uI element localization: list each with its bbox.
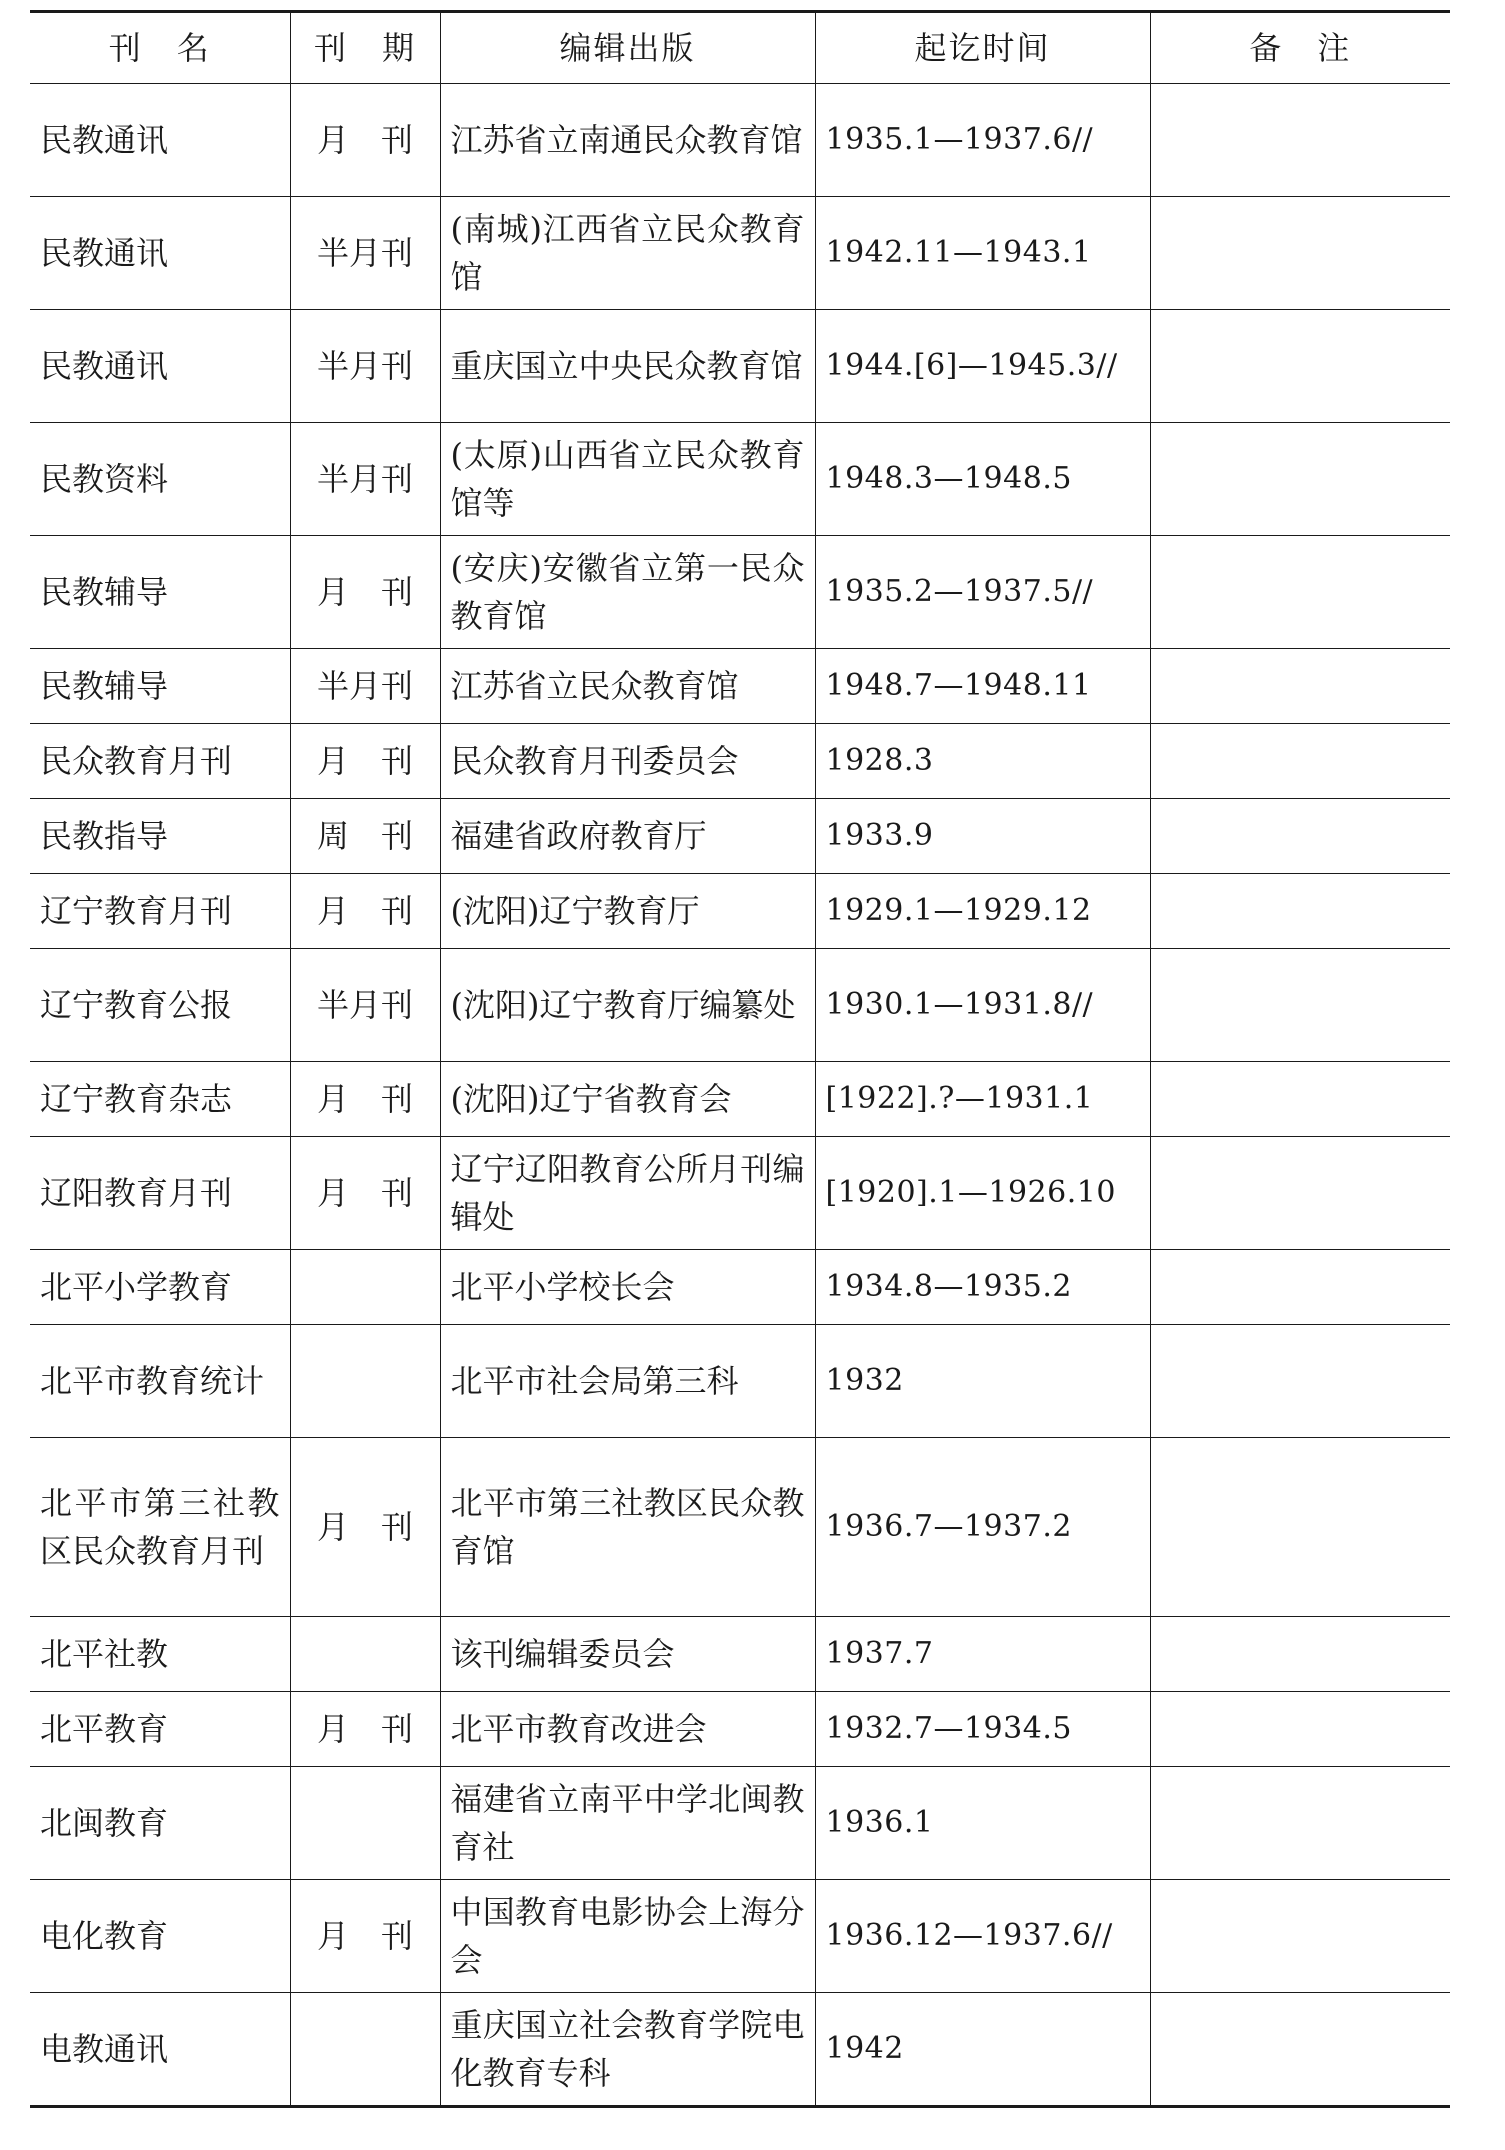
cell-period: 1948.7—1948.11 [815, 649, 1150, 724]
cell-frequency: 月 刊 [290, 874, 440, 949]
cell-name: 电教通讯 [30, 1993, 290, 2107]
cell-notes [1150, 423, 1450, 536]
table-row [30, 1062, 1450, 1137]
cell-period: 1936.12—1937.6// [815, 1880, 1150, 1993]
cell-period: [1922].?—1931.1 [815, 1062, 1150, 1137]
cell-period: 1936.1 [815, 1767, 1150, 1880]
cell-notes [1150, 197, 1450, 310]
cell-name: 电化教育 [30, 1880, 290, 1993]
cell-publisher: 北平市教育改进会 [440, 1692, 815, 1767]
table-row [30, 1137, 1450, 1250]
cell-publisher: (南城)江西省立民众教育馆 [440, 197, 815, 310]
cell-name: 北平社教 [30, 1617, 290, 1692]
cell-notes [1150, 799, 1450, 874]
table-header [30, 12, 1450, 84]
cell-period: 1936.7—1937.2 [815, 1438, 1150, 1617]
cell-publisher: (沈阳)辽宁教育厅 [440, 874, 815, 949]
cell-publisher: 北平小学校长会 [440, 1250, 815, 1325]
cell-publisher: (安庆)安徽省立第一民众教育馆 [440, 536, 815, 649]
cell-notes [1150, 1993, 1450, 2107]
table-row [30, 1692, 1450, 1767]
table-row [30, 84, 1450, 197]
cell-publisher: 该刊编辑委员会 [440, 1617, 815, 1692]
cell-period: 1944.[6]—1945.3// [815, 310, 1150, 423]
cell-notes [1150, 649, 1450, 724]
cell-notes [1150, 724, 1450, 799]
cell-frequency: 月 刊 [290, 536, 440, 649]
cell-period: 1935.1—1937.6// [815, 84, 1150, 197]
cell-publisher: 重庆国立中央民众教育馆 [440, 310, 815, 423]
cell-period: 1932 [815, 1325, 1150, 1438]
cell-publisher: 江苏省立南通民众教育馆 [440, 84, 815, 197]
cell-frequency [290, 1767, 440, 1880]
table-row [30, 1617, 1450, 1692]
cell-name: 北平市第三社教区民众教育月刊 [30, 1438, 290, 1617]
cell-frequency: 半月刊 [290, 949, 440, 1062]
header-notes: 备 注 [1150, 12, 1450, 84]
cell-frequency: 半月刊 [290, 649, 440, 724]
cell-frequency: 月 刊 [290, 1438, 440, 1617]
table-row [30, 423, 1450, 536]
table-row [30, 536, 1450, 649]
cell-name: 民教指导 [30, 799, 290, 874]
table-row [30, 949, 1450, 1062]
cell-frequency: 月 刊 [290, 1880, 440, 1993]
table-row [30, 1438, 1450, 1617]
cell-publisher: (沈阳)辽宁省教育会 [440, 1062, 815, 1137]
cell-notes [1150, 84, 1450, 197]
cell-name: 民教通讯 [30, 197, 290, 310]
cell-notes [1150, 1250, 1450, 1325]
cell-notes [1150, 1617, 1450, 1692]
cell-name: 辽宁教育杂志 [30, 1062, 290, 1137]
cell-period: [1920].1—1926.10 [815, 1137, 1150, 1250]
cell-frequency [290, 1325, 440, 1438]
cell-period: 1937.7 [815, 1617, 1150, 1692]
cell-publisher: 江苏省立民众教育馆 [440, 649, 815, 724]
cell-period: 1933.9 [815, 799, 1150, 874]
cell-publisher: 中国教育电影协会上海分会 [440, 1880, 815, 1993]
cell-publisher: 福建省立南平中学北闽教育社 [440, 1767, 815, 1880]
cell-publisher: 北平市社会局第三科 [440, 1325, 815, 1438]
table-row [30, 799, 1450, 874]
cell-notes [1150, 1767, 1450, 1880]
cell-notes [1150, 1438, 1450, 1617]
cell-publisher: (太原)山西省立民众教育馆等 [440, 423, 815, 536]
cell-period: 1934.8—1935.2 [815, 1250, 1150, 1325]
table-row [30, 724, 1450, 799]
cell-frequency: 月 刊 [290, 1062, 440, 1137]
header-frequency: 刊 期 [290, 12, 440, 84]
cell-notes [1150, 1137, 1450, 1250]
cell-period: 1935.2—1937.5// [815, 536, 1150, 649]
cell-period: 1928.3 [815, 724, 1150, 799]
table-row [30, 1880, 1450, 1993]
cell-frequency: 半月刊 [290, 423, 440, 536]
table-row [30, 1993, 1450, 2107]
cell-name: 民教辅导 [30, 649, 290, 724]
cell-name: 北平市教育统计 [30, 1325, 290, 1438]
cell-frequency [290, 1993, 440, 2107]
cell-name: 北闽教育 [30, 1767, 290, 1880]
cell-name: 辽宁教育月刊 [30, 874, 290, 949]
cell-frequency: 半月刊 [290, 310, 440, 423]
cell-period: 1948.3—1948.5 [815, 423, 1150, 536]
cell-notes [1150, 1325, 1450, 1438]
table-row [30, 1250, 1450, 1325]
cell-publisher: 辽宁辽阳教育公所月刊编辑处 [440, 1137, 815, 1250]
cell-publisher: 福建省政府教育厅 [440, 799, 815, 874]
cell-notes [1150, 949, 1450, 1062]
table-row [30, 649, 1450, 724]
header-publisher: 编辑出版 [440, 12, 815, 84]
cell-notes [1150, 874, 1450, 949]
cell-frequency: 月 刊 [290, 1137, 440, 1250]
cell-publisher: 重庆国立社会教育学院电化教育专科 [440, 1993, 815, 2107]
cell-frequency: 月 刊 [290, 724, 440, 799]
cell-name: 北平小学教育 [30, 1250, 290, 1325]
cell-notes [1150, 310, 1450, 423]
cell-name: 辽宁教育公报 [30, 949, 290, 1062]
cell-name: 民教资料 [30, 423, 290, 536]
cell-name: 民教辅导 [30, 536, 290, 649]
header-row [30, 12, 1450, 84]
table-row [30, 197, 1450, 310]
header-period: 起讫时间 [815, 12, 1150, 84]
cell-notes [1150, 536, 1450, 649]
table-body [30, 84, 1450, 2107]
periodicals-table [30, 10, 1450, 2108]
cell-frequency: 月 刊 [290, 1692, 440, 1767]
cell-frequency: 月 刊 [290, 84, 440, 197]
cell-notes [1150, 1880, 1450, 1993]
header-name: 刊 名 [30, 12, 290, 84]
cell-period: 1942.11—1943.1 [815, 197, 1150, 310]
cell-name: 民教通讯 [30, 310, 290, 423]
cell-notes [1150, 1692, 1450, 1767]
cell-frequency: 半月刊 [290, 197, 440, 310]
cell-publisher: 民众教育月刊委员会 [440, 724, 815, 799]
cell-period: 1930.1—1931.8// [815, 949, 1150, 1062]
cell-period: 1932.7—1934.5 [815, 1692, 1150, 1767]
cell-frequency [290, 1250, 440, 1325]
cell-name: 北平教育 [30, 1692, 290, 1767]
cell-period: 1942 [815, 1993, 1150, 2107]
table-row [30, 874, 1450, 949]
cell-publisher: (沈阳)辽宁教育厅编纂处 [440, 949, 815, 1062]
cell-publisher: 北平市第三社教区民众教育馆 [440, 1438, 815, 1617]
cell-name: 辽阳教育月刊 [30, 1137, 290, 1250]
cell-period: 1929.1—1929.12 [815, 874, 1150, 949]
cell-frequency: 周 刊 [290, 799, 440, 874]
cell-name: 民众教育月刊 [30, 724, 290, 799]
table-row [30, 310, 1450, 423]
cell-frequency [290, 1617, 440, 1692]
cell-notes [1150, 1062, 1450, 1137]
table-row [30, 1325, 1450, 1438]
table-row [30, 1767, 1450, 1880]
cell-name: 民教通讯 [30, 84, 290, 197]
